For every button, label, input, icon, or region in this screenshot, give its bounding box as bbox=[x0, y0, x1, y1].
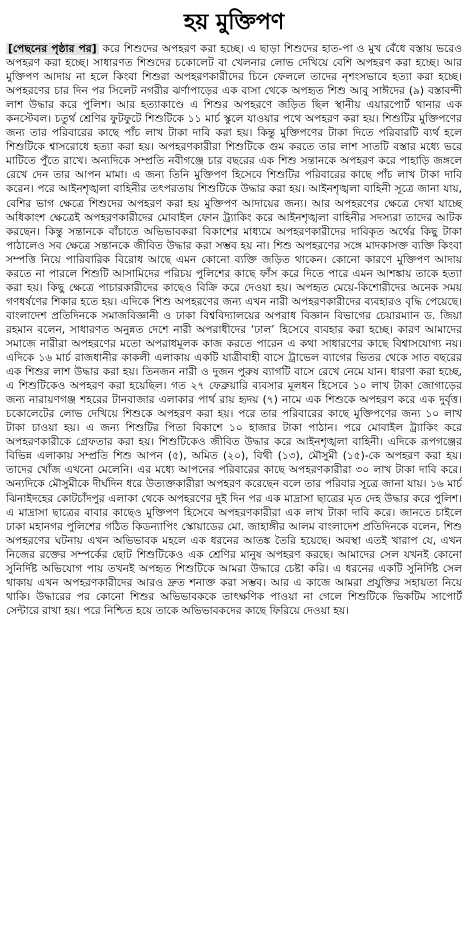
article-body bbox=[6, 42, 462, 618]
article-text: করে শিশুদের অপহরণ করা হচ্ছে। এ ছাড়া শিশুদের হাত-পা ও মুখ বেঁধে বস্তায় ভরেও অপহরণ করা হচ্ছে। সাধারণত শিশুদের চকোলেট বা খেলনার লোভ দেখিয়ে বেশি অপহরণ করা হচ্ছে। আর মুক্তিপণ আদায় না হলে কিংবা শিশুরা অপহরণকারীদের চিনে ফেললে তাদের নৃশংসভাবে হত্যা করা হচ্ছে। অপহরণের চার দিন পর সিলেট নগরীর ঝর্ণাপাড়ের এক বাসা থেকে অপহৃত শিশু আবু সাঈদের (৯) বস্তাবন্দী লাশ উদ্ধার করে পুলিশ। আর হত্যাকাণ্ডে এ শিশুর অপহরণে জড়িত ছিল স্থানীয় এয়ারপোর্ট থানার এক কনস্টেবল। চতুর্থ শ্রেণির ফুটফুটে শিশুটিকে ১১ মার্চ স্কুলে যাওয়ার পথে অপহরণ করা হয়। শিশুটির মুক্তিপণের জন্য তার পরিবারের কাছে পাঁচ লাখ টাকা দাবি করা হয়। কিন্তু মুক্তিপণের টাকা দিতে পরিবারটি ব্যর্থ হলে শিশুটিকে শ্বাসরোধে হত্যা করা হয়। অপহরণকারীরা শিশুটিকে গুম করতে তার লাশ সাতটি বস্তার মধ্যে ভরে মাটিতে পুঁতে রাখে। অন্যদিকে সম্প্রতি নবীগঞ্জে চার বছরের এক শিশু সন্তানকে অপহরণ করে পাহাড়ি জঙ্গলে রেখে দেন তার আপন মামা। এ জন্য তিনি মুক্তিপণ হিসেবে শিশুটির পরিবারের কাছে পাঁচ লাখ টাকা দাবি করেন। পরে আইনশৃঙ্খলা বাহিনীর তৎপরতায় শিশুটিকে উদ্ধার করা হয়। আইনশৃঙ্খলা বাহিনী সূত্রে জানা যায়, বেশির ভাগ ক্ষেত্রে শিশুদের অপহরণ করা হয় মুক্তিপণ আদায়ের জন্য। আর অপহরণের ক্ষেত্রে দেখা যাচ্ছে অধিকাংশ ক্ষেত্রেই অপহরণকারীদের মোবাইল ফোন ট্র্যাকিং করে আইনশৃঙ্খলা বাহিনীর সদস্যরা তাদের আটক করছেন। কিন্তু সন্তানকে বাঁচাতে অভিভাবকরা বিকাশের মাধ্যমে অপহরণকারীদের দাবিকৃত অর্থের কিছু টাকা পাঠালেও সব ক্ষেত্রে সন্তানকে জীবিত উদ্ধার করা সম্ভব হয় না। শিশু অপহরণের সঙ্গে মাদকাসক্ত ব্যক্তি কিংবা সম্পত্তি নিয়ে পারিবারিক বিরোধ আছে এমন কোনো ব্যক্তি জড়িত থাকেন। কোনো কারণে মুক্তিপণ আদায় করতে না পারলে শিশুটি আসামিদের পরিচয় পুলিশের কাছে ফাঁস করে দিতে পারে এমন আশঙ্কায় তাকে হত্যা করা হয়। কিছু ক্ষেত্রে পাচারকারীদের কাছেও বিক্রি করে দেওয়া হয়। অপহৃত মেয়ে-কিশোরীদের অনেক সময় গণধর্ষণের শিকার হতে হয়। এদিকে শিশু অপহরণের জন্য এখন নারী অপহরণকারীদের ব্যবহারও বৃদ্ধি পেয়েছে। বাংলাদেশ প্রতিদিনকে সমাজবিজ্ঞানী ও ঢাকা বিশ্ববিদ্যালয়ের অপরাধ বিজ্ঞান বিভাগের চেয়ারম্যান ড. জিয়া রহমান বলেন, সাধারণত অনুন্নত দেশে নারী অপরাধীদের ‘ঢাল’ হিসেবে ব্যবহার করা হচ্ছে। কারণ আমাদের সমাজে নারীরা অপহরণের মতো অপরাধমূলক কাজ করতে পারেন এ কথা সাধারণের কাছে বিশ্বাসযোগ্য নয়। এদিকে ১৬ মার্চ রাজধানীর কাকলী এলাকায় একটি যাত্রীবাহী বাসে ট্রাভেল ব্যাগের ভিতর থেকে সাত বছরের এক শিশুর লাশ উদ্ধার করা হয়। তিনজন নারী ও দুজন পুরুষ ব্যাগটি বাসে রেখে নেমে যান। ধারণা করা হচ্ছে, এ শিশুটিকেও অপহরণ করা হয়েছিল। গত ২৭ ফেব্রুয়ারি ব্যবসার মূলধন হিসেবে ১০ লাখ টাকা জোগাড়ের জন্য নারায়ণগঞ্জ শহরের টানবাজার এলাকার পার্থ রায় হৃদয় (৭) নামে এক শিশুকে অপহরণ করে এক দুর্বৃত্ত। চকোলেটের লোভ দেখিয়ে শিশুকে অপহরণ করা হয়। পরে তার পরিবারের কাছে মুক্তিপণের জন্য ১০ লাখ টাকা চাওয়া হয়। এ জন্য শিশুটির পিতা বিকাশে ১০ হাজার টাকা পাঠান। পরে মোবাইল ট্র্যাকিং করে অপহরণকারীকে গ্রেফতার করা হয়। শিশুটিকেও জীবিত উদ্ধার করে আইনশৃঙ্খলা বাহিনী। এদিকে রূপগঞ্জের বিভিন্ন এলাকায় সম্প্রতি শিশু আপন (৫), অমিত (২০), বিথী (১৩), মৌসুমী (১৫)-কে অপহরণ করা হয়। তাদের খোঁজ এখনো মেলেনি। এর মধ্যে আপনের পরিবারের কাছে অপহরণকারীরা ৩০ লাখ টাকা দাবি করে। অন্যদিকে মৌসুমীকে দীর্ঘদিন ধরে উত্যক্তকারীরা অপহরণ করেছেন বলে তার পরিবার সূত্রে জানা যায়। ১৬ মার্চ ঝিনাইদহের কোটচাঁদপুর এলাকা থেকে অপহরণের দুই দিন পর এক মাদ্রাসা ছাত্রের মৃত দেহ উদ্ধার করে পুলিশ। এ মাদ্রাসা ছাত্রের বাবার কাছেও মুক্তিপণ হিসেবে অপহরণকারীরা এক লাখ টাকা দাবি করে। জানতে চাইলে ঢাকা মহানগর পুলিশের গঠিত কিডন্যাপিং স্কোয়াডের মো. জাহাঙ্গীর আলম বাংলাদেশ প্রতিদিনকে বলেন, শিশু অপহরণের ঘটনায় এখন অভিভাবক মহলে এক ধরনের আতঙ্ক তৈরি হয়েছে। অবস্থা এতই খারাপ যে, এখন নিজের রক্তের সম্পর্কের ছোট শিশুটিকেও এক শ্রেণির মানুষ অপহরণ করছে। আমাদের সেল যখনই কোনো সুনির্দিষ্ট অভিযোগ পায় তখনই অপহৃত শিশুটিকে আমরা উদ্ধারে চেষ্টা করি। এ ধরনের একটি সুনির্দিষ্ট সেল থাকায় এখন অপহরণকারীদের আরও দ্রুত শনাক্ত করা সম্ভব। আর এ কাজে আমরা প্রযুক্তির সহায়তা নিয়ে থাকি। উদ্ধারের পর কোনো শিশুর অভিভাবককে তাৎক্ষণিক পাওয়া না গেলে শিশুটিকে ভিকটিম সাপোর্ট সেন্টারে রাখা হয়। পরে নিশ্চিত হয়ে তাকে অভিভাবকদের কাছে ফিরিয়ে দেওয়া হয়। bbox=[6, 43, 462, 617]
headline: হয় মুক্তিপণ bbox=[183, 9, 285, 35]
continuation-label: [পেছনের পৃষ্ঠার পর] bbox=[8, 43, 97, 55]
